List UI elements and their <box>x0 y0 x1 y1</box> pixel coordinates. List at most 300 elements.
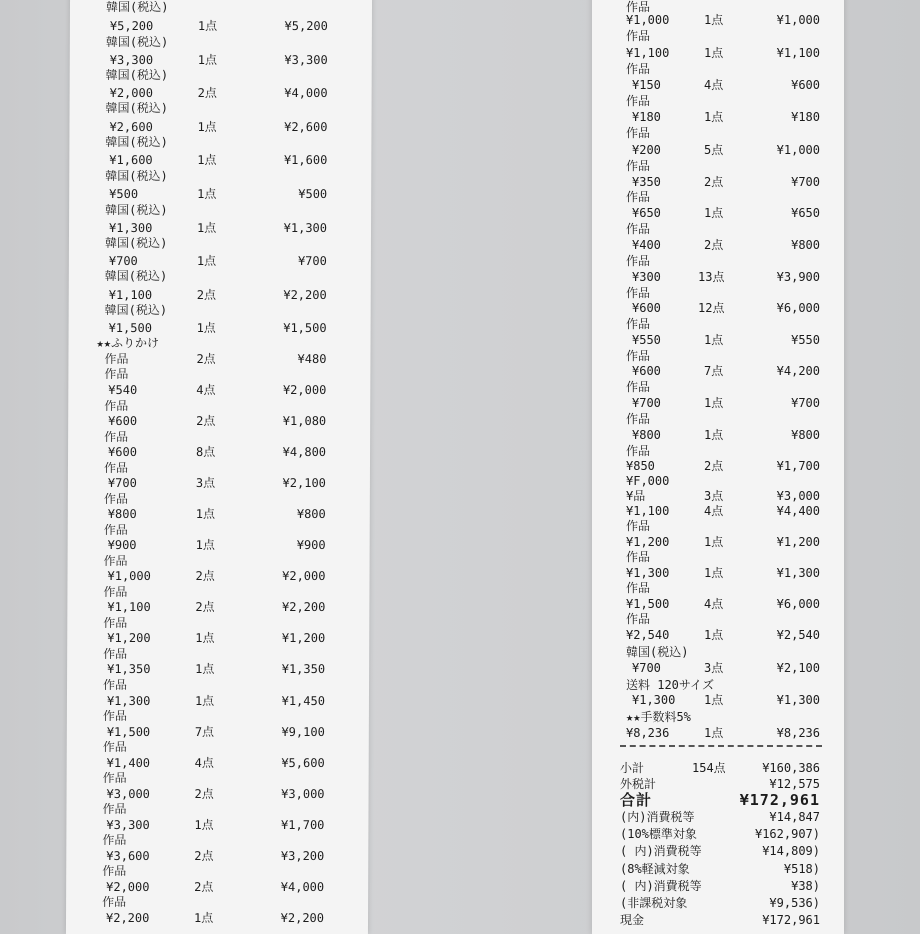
item-text: ¥900 <box>107 538 137 552</box>
receipt-line <box>70 68 372 82</box>
item-text: (非課税対象 <box>620 896 688 910</box>
item-text: ¥600 <box>108 445 137 459</box>
amount: ¥3,200 <box>280 849 325 863</box>
item-text: 作品 <box>102 709 127 723</box>
amount: ¥2,100 <box>282 476 326 490</box>
receipt-line <box>69 254 371 268</box>
item-text: ¥150 <box>632 78 661 92</box>
item-text: 作品 <box>626 612 651 626</box>
amount: ¥9,536) <box>769 896 820 910</box>
receipt-line <box>66 864 368 878</box>
receipt-line <box>67 616 369 630</box>
receipt-line <box>592 678 844 692</box>
receipt-line <box>68 554 370 568</box>
receipt-line <box>592 628 844 642</box>
quantity: 1点 <box>704 206 724 220</box>
receipt-line <box>68 492 370 506</box>
item-text: 作品 <box>626 519 651 533</box>
item-text: ¥1,350 <box>107 662 151 676</box>
receipt-line <box>70 0 372 14</box>
quantity: 1点 <box>197 53 218 67</box>
receipt-left <box>66 0 372 934</box>
receipt-line <box>592 222 844 236</box>
item-text: 外税計 <box>620 777 657 791</box>
receipt-line <box>592 693 844 707</box>
receipt-line <box>592 810 844 824</box>
amount: ¥900 <box>296 538 326 552</box>
receipt-line <box>592 159 844 173</box>
receipt-line <box>67 647 369 661</box>
item-text: 作品 <box>103 461 129 475</box>
item-text: ¥2,600 <box>109 120 153 134</box>
quantity: 4点 <box>704 504 724 518</box>
amount: ¥6,000 <box>776 597 820 611</box>
receipt-line <box>69 269 371 283</box>
quantity: 2点 <box>194 849 214 863</box>
item-text: 作品 <box>626 349 651 363</box>
amount: ¥700 <box>791 396 820 410</box>
amount: ¥2,000 <box>282 569 326 583</box>
receipt-line <box>592 126 844 140</box>
item-text: ¥550 <box>632 333 661 347</box>
quantity: 1点 <box>704 726 724 740</box>
quantity: 1点 <box>194 694 215 708</box>
item-text: 韓国(税込) <box>105 135 168 149</box>
receipt-line <box>69 153 371 167</box>
quantity: 12点 <box>698 301 725 315</box>
receipt-line <box>67 662 369 676</box>
item-text: ¥700 <box>107 476 137 490</box>
item-text: 現金 <box>620 913 645 927</box>
quantity: 1点 <box>196 321 216 335</box>
amount: ¥8,236 <box>776 726 820 740</box>
receipt-line <box>70 101 372 115</box>
amount: ¥1,350 <box>281 662 326 676</box>
quantity: 1点 <box>704 693 724 707</box>
receipt-line <box>592 844 844 858</box>
amount: ¥3,000 <box>776 489 820 503</box>
receipt-line <box>592 597 844 611</box>
amount: ¥2,200 <box>283 288 327 302</box>
quantity: 1点 <box>704 333 724 347</box>
amount: ¥1,000 <box>776 143 820 157</box>
grand-total-value: ¥172,961 <box>739 791 820 809</box>
receipt-line <box>592 879 844 893</box>
grand-total-label: 合計 <box>620 791 653 809</box>
amount: ¥700 <box>791 175 820 189</box>
item-text: ¥1,100 <box>626 46 670 60</box>
receipt-line <box>69 236 371 250</box>
item-text: 作品 <box>626 159 651 173</box>
amount: ¥14,847 <box>769 810 820 824</box>
item-text: ¥5,200 <box>109 19 154 33</box>
item-text: ¥300 <box>632 270 661 284</box>
item-text: ¥1,100 <box>626 504 670 518</box>
item-text: ¥1,300 <box>626 566 670 580</box>
receipt-line <box>592 364 844 378</box>
receipt-line <box>592 761 844 775</box>
receipt-line <box>68 476 370 490</box>
receipt-line <box>68 367 370 381</box>
amount: ¥650 <box>791 206 820 220</box>
item-text: 作品 <box>104 367 129 381</box>
item-text: 作品 <box>626 380 651 394</box>
item-text: 作品 <box>626 29 651 43</box>
item-text: ¥F,000 <box>626 474 670 488</box>
item-text: 作品 <box>626 94 651 108</box>
item-text: (10%標準対象 <box>620 827 697 841</box>
item-text: ¥3,000 <box>106 787 150 801</box>
receipt-line <box>67 631 369 645</box>
amount: ¥1,300 <box>776 693 820 707</box>
item-text: ¥8,236 <box>626 726 670 740</box>
grand-total-row <box>592 793 844 807</box>
receipt-line <box>592 489 844 503</box>
quantity: 1点 <box>704 13 724 27</box>
item-text: 作品 <box>104 352 129 366</box>
receipt-line <box>592 777 844 791</box>
quantity: 1点 <box>197 187 217 201</box>
quantity: 1点 <box>704 46 724 60</box>
receipt-line <box>592 550 844 564</box>
receipt-line <box>69 221 371 235</box>
receipt-line <box>67 569 369 583</box>
receipt-line <box>592 459 844 473</box>
item-text: 作品 <box>102 895 127 909</box>
receipt-line <box>66 880 368 894</box>
receipt-line <box>592 566 844 580</box>
receipt-line <box>592 286 844 300</box>
receipt-line <box>67 787 369 801</box>
item-text: 作品 <box>104 430 129 444</box>
quantity: 1点 <box>704 535 724 549</box>
item-text: 作品 <box>102 771 127 785</box>
item-text: ¥650 <box>632 206 661 220</box>
item-text: ¥1,100 <box>107 600 151 614</box>
amount: ¥1,300 <box>283 221 328 235</box>
receipt-line <box>592 396 844 410</box>
amount: ¥160,386 <box>762 761 820 775</box>
item-text: 作品 <box>626 286 651 300</box>
quantity: 1点 <box>704 628 724 642</box>
amount: ¥600 <box>791 78 820 92</box>
receipt-line <box>592 175 844 189</box>
item-text: 韓国(税込) <box>104 269 168 283</box>
quantity: 13点 <box>698 270 725 284</box>
quantity: 1点 <box>194 818 214 832</box>
receipt-line <box>70 35 372 49</box>
amount: ¥3,300 <box>284 53 328 67</box>
receipt-line <box>592 726 844 740</box>
receipt-line <box>69 288 371 302</box>
receipt-line <box>66 849 368 863</box>
item-text: 送料 120サイズ <box>626 678 714 692</box>
receipt-line <box>70 86 372 100</box>
amount: ¥1,700 <box>776 459 820 473</box>
item-text: ¥1,300 <box>108 221 153 235</box>
quantity: 1点 <box>197 120 217 134</box>
quantity: 154点 <box>692 761 726 775</box>
receipt-line <box>70 53 372 67</box>
item-text: ¥600 <box>108 414 138 428</box>
amount: ¥2,200 <box>281 600 326 614</box>
amount: ¥1,200 <box>281 631 326 645</box>
item-text: 韓国(税込) <box>626 645 689 659</box>
amount: ¥180 <box>791 110 820 124</box>
quantity: 4点 <box>704 597 724 611</box>
quantity: 7点 <box>194 725 215 739</box>
receipt-line <box>67 694 369 708</box>
item-text: ★★ふりかけ <box>96 336 160 350</box>
receipt-line <box>592 62 844 76</box>
item-text: 作品 <box>626 126 651 140</box>
receipt-line <box>592 46 844 60</box>
amount: ¥172,961 <box>762 913 820 927</box>
item-text: ¥700 <box>108 254 138 268</box>
item-text: ¥1,500 <box>108 321 152 335</box>
item-text: 韓国(税込) <box>105 169 168 183</box>
quantity: 1点 <box>197 153 217 167</box>
item-text: ( 内)消費税等 <box>620 879 702 893</box>
quantity: 2点 <box>704 459 724 473</box>
item-text: 小計 <box>620 761 645 775</box>
item-text: 作品 <box>626 444 651 458</box>
receipt-line <box>67 678 369 692</box>
amount: ¥2,000 <box>282 383 327 397</box>
receipt-line <box>66 911 368 925</box>
item-text: 作品 <box>103 492 128 506</box>
item-text: ¥2,200 <box>105 911 150 925</box>
receipt-line <box>68 523 370 537</box>
separator-line <box>620 745 822 747</box>
amount: ¥4,000 <box>280 880 325 894</box>
item-text: (内)消費税等 <box>620 810 695 824</box>
item-text: 韓国(税込) <box>105 203 168 217</box>
receipt-line <box>592 504 844 518</box>
item-text: 作品 <box>102 740 127 754</box>
receipt-line <box>592 519 844 533</box>
receipt-line <box>67 740 369 754</box>
item-text: 作品 <box>102 833 127 847</box>
item-text: ¥1,100 <box>108 288 153 302</box>
quantity: 2点 <box>194 880 214 894</box>
item-text: ¥1,000 <box>626 13 670 27</box>
receipt-line <box>69 120 371 134</box>
quantity: 2点 <box>196 414 216 428</box>
receipt-line <box>592 612 844 626</box>
item-text: ¥3,300 <box>106 818 150 832</box>
amount: ¥4,400 <box>776 504 820 518</box>
receipt-line <box>68 336 370 350</box>
amount: ¥1,300 <box>776 566 820 580</box>
receipt-line <box>69 187 371 201</box>
quantity: 5点 <box>704 143 724 157</box>
receipt-line <box>592 913 844 927</box>
item-text: ¥800 <box>632 428 661 442</box>
amount: ¥38) <box>791 879 820 893</box>
quantity: 1点 <box>704 428 724 442</box>
receipt-line <box>68 461 370 475</box>
item-text: ¥1,400 <box>106 756 151 770</box>
item-text: ¥500 <box>109 187 139 201</box>
amount: ¥500 <box>298 187 328 201</box>
receipt-line <box>592 349 844 363</box>
item-text: ¥540 <box>108 383 138 397</box>
receipt-line <box>69 303 371 317</box>
receipt-line <box>592 29 844 43</box>
item-text: ¥1,000 <box>107 569 151 583</box>
receipt-line <box>67 725 369 739</box>
item-text: ¥600 <box>632 364 661 378</box>
quantity: 4点 <box>704 78 724 92</box>
quantity: 3点 <box>704 489 724 503</box>
item-text: ¥1,300 <box>106 694 151 708</box>
amount: ¥800 <box>791 238 820 252</box>
receipt-line <box>592 110 844 124</box>
receipt-line <box>592 13 844 27</box>
receipt-line <box>592 862 844 876</box>
item-text: 作品 <box>626 317 651 331</box>
item-text: ¥2,000 <box>106 880 150 894</box>
receipt-line <box>592 428 844 442</box>
receipt-right <box>592 0 844 934</box>
receipt-line <box>67 756 369 770</box>
receipt-line <box>592 661 844 675</box>
item-text: ¥850 <box>626 459 655 473</box>
item-text: 作品 <box>103 678 128 692</box>
receipt-line <box>592 827 844 841</box>
receipt-line <box>592 710 844 724</box>
amount: ¥5,600 <box>281 756 325 770</box>
item-text: 作品 <box>626 550 651 564</box>
receipt-line <box>592 896 844 910</box>
item-text: 作品 <box>626 190 651 204</box>
item-text: ¥600 <box>632 301 661 315</box>
receipt-line <box>68 445 370 459</box>
receipt-line <box>592 0 844 14</box>
quantity: 1点 <box>195 631 215 645</box>
amount: ¥4,800 <box>282 445 327 459</box>
amount: ¥2,100 <box>776 661 820 675</box>
item-text: ¥1,500 <box>106 725 151 739</box>
receipt-line <box>67 600 369 614</box>
item-text: 作品 <box>104 399 129 413</box>
item-text: ¥800 <box>107 507 137 521</box>
item-text: 作品 <box>626 222 651 236</box>
receipt-line <box>592 380 844 394</box>
item-text: ¥1,200 <box>626 535 670 549</box>
receipt-line <box>592 535 844 549</box>
item-text: ¥1,300 <box>632 693 676 707</box>
receipt-line <box>69 203 371 217</box>
amount: ¥4,000 <box>284 86 328 100</box>
item-text: 韓国(税込) <box>105 0 169 14</box>
receipt-line <box>592 333 844 347</box>
item-text: 作品 <box>103 554 128 568</box>
item-text: ★★手数料5% <box>626 710 691 724</box>
item-text: ¥2,000 <box>109 86 154 100</box>
amount: ¥1,500 <box>283 321 327 335</box>
receipt-line <box>592 190 844 204</box>
receipt-line <box>592 645 844 659</box>
quantity: 2点 <box>195 600 215 614</box>
item-text: ¥180 <box>632 110 661 124</box>
receipt-line <box>68 352 370 366</box>
receipt-line <box>67 771 369 785</box>
receipt-line <box>68 507 370 521</box>
amount: ¥162,907) <box>754 827 820 841</box>
item-text: ( 内)消費税等 <box>620 844 702 858</box>
item-text: 韓国(税込) <box>105 68 169 82</box>
receipt-line <box>66 802 368 816</box>
amount: ¥800 <box>296 507 326 521</box>
quantity: 7点 <box>704 364 724 378</box>
item-text: ¥3,600 <box>106 849 150 863</box>
receipt-line <box>68 538 370 552</box>
amount: ¥518) <box>783 862 820 876</box>
amount: ¥800 <box>791 428 820 442</box>
receipt-line <box>69 135 371 149</box>
amount: ¥1,100 <box>776 46 820 60</box>
receipt-line <box>68 383 370 397</box>
quantity: 2点 <box>704 175 724 189</box>
item-text: ¥品 <box>626 489 646 503</box>
item-text: 作品 <box>103 523 128 537</box>
item-text: (8%軽減対象 <box>620 862 690 876</box>
quantity: 1点 <box>195 662 215 676</box>
quantity: 4点 <box>194 756 214 770</box>
item-text: ¥400 <box>632 238 661 252</box>
quantity: 1点 <box>193 911 214 925</box>
receipt-line <box>70 19 372 33</box>
amount: ¥14,809) <box>762 844 820 858</box>
quantity: 1点 <box>196 221 217 235</box>
quantity: 1点 <box>197 19 218 33</box>
amount: ¥1,600 <box>283 153 328 167</box>
quantity: 1点 <box>704 566 724 580</box>
item-text: ¥350 <box>632 175 661 189</box>
receipt-line <box>592 474 844 488</box>
item-text: 作品 <box>102 802 127 816</box>
item-text: 作品 <box>626 62 651 76</box>
receipt-line <box>67 585 369 599</box>
amount: ¥6,000 <box>776 301 820 315</box>
amount: ¥1,000 <box>776 13 820 27</box>
receipt-line <box>66 818 368 832</box>
amount: ¥1,700 <box>281 818 325 832</box>
quantity: 8点 <box>196 445 216 459</box>
item-text: 作品 <box>626 0 651 14</box>
quantity: 1点 <box>195 538 215 552</box>
quantity: 1点 <box>704 110 724 124</box>
quantity: 1点 <box>704 396 724 410</box>
item-text: 韓国(税込) <box>104 236 168 250</box>
amount: ¥2,540 <box>776 628 820 642</box>
receipt-line <box>68 414 370 428</box>
quantity: 2点 <box>196 288 217 302</box>
item-text: ¥1,600 <box>109 153 153 167</box>
receipt-line <box>69 321 371 335</box>
item-text: 韓国(税込) <box>105 35 169 49</box>
amount: ¥3,900 <box>776 270 820 284</box>
quantity: 2点 <box>196 352 216 366</box>
receipt-line <box>592 143 844 157</box>
amount: ¥480 <box>297 352 327 366</box>
item-text: 作品 <box>103 616 128 630</box>
item-text: 作品 <box>102 864 127 878</box>
receipt-line <box>592 94 844 108</box>
amount: ¥2,200 <box>280 911 325 925</box>
